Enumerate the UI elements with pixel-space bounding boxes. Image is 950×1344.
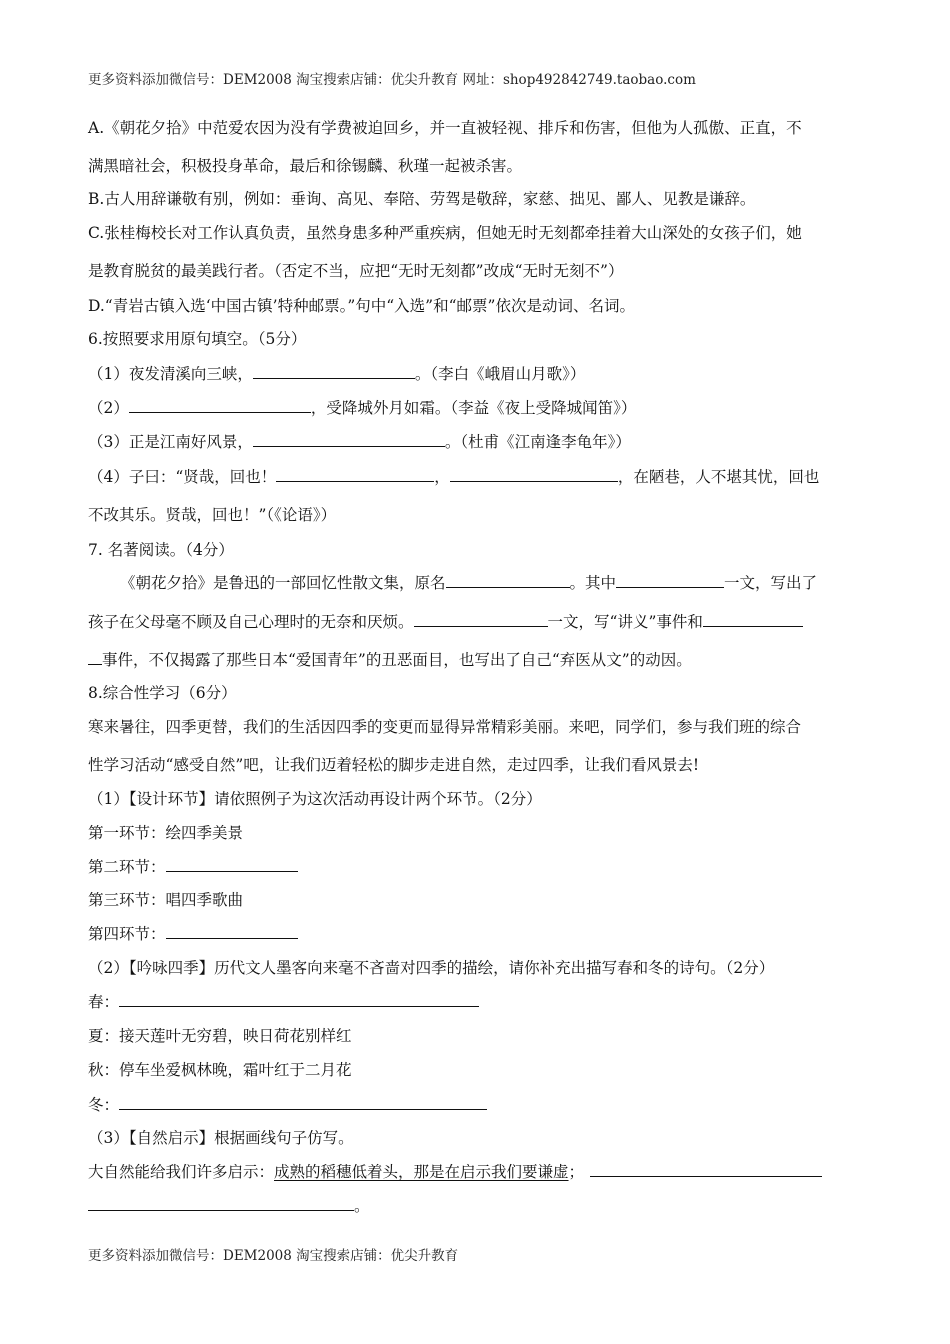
q8-imitation bbox=[88, 1162, 822, 1182]
answer-blank[interactable] bbox=[88, 1196, 354, 1211]
answer-blank[interactable] bbox=[166, 924, 298, 939]
answer-blank[interactable] bbox=[253, 432, 445, 447]
q6-item-1-prefix: （1）夜发清溪向三峡， bbox=[88, 365, 253, 383]
q6-item-3-suffix: 。（杜甫《江南逢李龟年》） bbox=[444, 433, 631, 451]
q7-text: 事件，不仅揭露了那些日本“爱国青年”的丑恶面目，也写出了自己“弃医从文”的动因。 bbox=[102, 651, 692, 669]
q8-step4 bbox=[88, 924, 298, 944]
q6-item-3-prefix: （3）正是江南好风景， bbox=[88, 433, 253, 451]
q8-imitation-end: 。 bbox=[354, 1197, 370, 1215]
q7-title: 7. 名著阅读。（4分） bbox=[88, 541, 234, 559]
q8-sub3: （3）【自然启示】根据画线句子仿写。 bbox=[88, 1129, 354, 1147]
q8-step1: 第一环节：绘四季美景 bbox=[88, 824, 244, 842]
answer-blank[interactable] bbox=[88, 650, 102, 665]
answer-blank[interactable] bbox=[703, 612, 803, 627]
q6-item-4-suffix: ，在陋巷，人不堪其忧，回也 bbox=[617, 468, 820, 486]
page-footer: 更多资料添加微信号：DEM2008 淘宝搜索店铺：优尖升教育 bbox=[88, 1248, 459, 1264]
q7-para-line3 bbox=[88, 650, 692, 670]
q8-summer: 夏：接天莲叶无穷碧，映日荷花别样红 bbox=[88, 1027, 352, 1045]
q6-item-2 bbox=[88, 398, 636, 418]
q8-step2-label: 第二环节： bbox=[88, 858, 166, 876]
q8-sub1: （1）【设计环节】请依照例子为这次活动再设计两个环节。（2分） bbox=[88, 790, 542, 808]
q8-step4-label: 第四环节： bbox=[88, 925, 166, 943]
q8-winter-label: 冬： bbox=[88, 1096, 120, 1114]
answer-blank[interactable] bbox=[616, 573, 724, 588]
answer-blank[interactable] bbox=[450, 467, 618, 482]
q6-item-4 bbox=[88, 467, 819, 487]
underlined-sentence: 成熟的稻穗低着头，那是在启示我们要谦虚 bbox=[274, 1163, 569, 1181]
q8-spring bbox=[88, 992, 479, 1012]
q8-step2 bbox=[88, 857, 298, 877]
answer-blank[interactable] bbox=[129, 398, 311, 413]
q8-winter bbox=[88, 1095, 487, 1115]
q8-imitation-cont bbox=[88, 1196, 370, 1216]
q7-text: 孩子在父母毫不顾及自己心理时的无奈和厌烦。 bbox=[88, 613, 414, 631]
q7-para-line2 bbox=[88, 612, 803, 632]
q8-sub2: （2）【吟咏四季】历代文人墨客向来毫不吝啬对四季的描绘，请你补充出描写春和冬的诗句。（2分） bbox=[88, 959, 775, 977]
q5-option-d: D.“青岩古镇入选‘中国古镇’特种邮票。”句中“入选”和“邮票”依次是动词、名词。 bbox=[88, 297, 635, 315]
q5-option-b: B.古人用辞谦敬有别，例如：垂询、高见、奉陪、劳驾是敬辞，家慈、拙见、鄙人、见教是谦辞。 bbox=[88, 190, 756, 208]
q8-imitation-sep: ； bbox=[568, 1163, 585, 1181]
q8-spring-label: 春： bbox=[88, 993, 120, 1011]
answer-blank[interactable] bbox=[119, 992, 479, 1007]
q6-item-1-suffix: 。（李白《峨眉山月歌》） bbox=[414, 365, 586, 383]
answer-blank[interactable] bbox=[253, 364, 415, 379]
q8-step3: 第三环节：唱四季歌曲 bbox=[88, 891, 244, 909]
q8-intro-line2: 性学习活动“感受自然”吧，让我们迈着轻松的脚步走进自然，走过四季，让我们看风景去! bbox=[88, 756, 700, 774]
q6-item-4-sep: ， bbox=[434, 468, 450, 486]
answer-blank[interactable] bbox=[276, 467, 434, 482]
q7-text: 《朝花夕拾》是鲁迅的一部回忆性散文集，原名 bbox=[120, 574, 446, 592]
q8-title: 8.综合性学习（6分） bbox=[88, 684, 237, 702]
answer-blank[interactable] bbox=[446, 573, 570, 588]
q5-option-a-line1: A.《朝花夕拾》中范爱农因为没有学费被迫回乡，并一直被轻视、排斥和伤害，但他为人孤傲、正直，不 bbox=[88, 119, 802, 137]
answer-blank[interactable] bbox=[119, 1095, 487, 1110]
q7-para-line1 bbox=[120, 573, 817, 593]
answer-blank[interactable] bbox=[590, 1162, 822, 1177]
q6-item-2-suffix: ，受降城外月如霜。（李益《夜上受降城闻笛》） bbox=[310, 399, 637, 417]
q6-item-3 bbox=[88, 432, 631, 452]
q5-option-c-line2: 是教育脱贫的最美践行者。（否定不当，应把“无时无刻都”改成“无时无刻不”） bbox=[88, 262, 624, 280]
q5-option-a-line2: 满黑暗社会，积极投身革命，最后和徐锡麟、秋瑾一起被杀害。 bbox=[88, 157, 523, 175]
q6-item-2-prefix: （2） bbox=[88, 399, 129, 417]
q8-intro-line1: 寒来暑往，四季更替，我们的生活因四季的变更而显得异常精彩美丽。来吧，同学们，参与我们班的综合 bbox=[88, 718, 802, 736]
answer-blank[interactable] bbox=[166, 857, 298, 872]
answer-blank[interactable] bbox=[414, 612, 548, 627]
q8-autumn: 秋：停车坐爱枫林晚，霜叶红于二月花 bbox=[88, 1061, 352, 1079]
q6-item-1 bbox=[88, 364, 585, 384]
q6-title: 6.按照要求用原句填空。（5分） bbox=[88, 330, 307, 348]
q7-text: 一文，写出了 bbox=[724, 574, 818, 592]
q6-item-4-prefix: （4）子曰：“贤哉，回也！ bbox=[88, 468, 277, 486]
q6-item-4-cont: 不改其乐。贤哉，回也！”（《论语》） bbox=[88, 506, 337, 524]
q8-imitation-lead: 大自然能给我们许多启示： bbox=[88, 1163, 275, 1181]
q7-text: 一文，写“讲义”事件和 bbox=[547, 613, 703, 631]
page-header: 更多资料添加微信号：DEM2008 淘宝搜索店铺：优尖升教育 网址：shop492842749.taobao.com bbox=[88, 72, 696, 88]
q7-text: 。其中 bbox=[569, 574, 617, 592]
q5-option-c-line1: C.张桂梅校长对工作认真负责，虽然身患多种严重疾病，但她无时无刻都牵挂着大山深处的女孩子们，她 bbox=[88, 224, 802, 242]
